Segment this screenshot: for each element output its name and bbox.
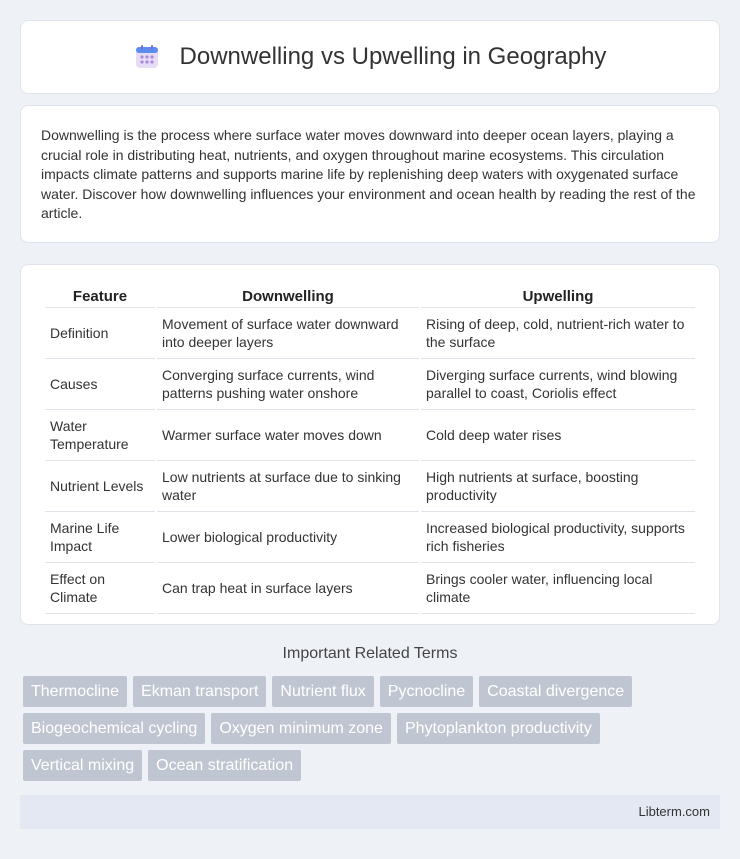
footer — [20, 795, 720, 829]
related-terms-list — [23, 676, 723, 787]
table-row — [45, 512, 695, 563]
downwelling-cell: Converging surface currents, wind patterns pushing water onshore — [157, 359, 419, 410]
table-row — [45, 410, 695, 461]
upwelling-cell: Diverging surface currents, wind blowing parallel to coast, Coriolis effect — [421, 359, 695, 410]
related-term-tag[interactable]: Biogeochemical cycling — [23, 713, 205, 744]
feature-cell: Nutrient Levels — [45, 461, 155, 512]
related-term-tag[interactable]: Phytoplankton productivity — [397, 713, 600, 744]
upwelling-cell: Cold deep water rises — [421, 410, 695, 461]
downwelling-cell: Warmer surface water moves down — [157, 410, 419, 461]
intro-card — [20, 105, 720, 243]
header-feature: Feature — [45, 285, 155, 308]
table-row — [45, 308, 695, 359]
comparison-card — [20, 264, 720, 625]
downwelling-cell: Movement of surface water downward into deeper layers — [157, 308, 419, 359]
header-upwelling: Upwelling — [421, 285, 695, 308]
feature-cell: Effect on Climate — [45, 563, 155, 614]
comparison-table — [43, 285, 697, 614]
related-term-tag[interactable]: Pycnocline — [380, 676, 473, 707]
downwelling-cell: Can trap heat in surface layers — [157, 563, 419, 614]
footer-site-link[interactable]: Libterm.com — [638, 804, 710, 819]
table-row — [45, 563, 695, 614]
downwelling-cell: Low nutrients at surface due to sinking water — [157, 461, 419, 512]
intro-text: Downwelling is the process where surface water moves downward into deeper ocean layers, playing a crucial role in distributing heat, nutrients, and oxygen throughout marine ecosystems. This circulation impacts climate patterns and supports marine life by replenishing deep waters with oxygenated surface water. Discover how downwelling influences your environment and ocean health by reading the rest of the article. — [41, 127, 696, 222]
downwelling-cell: Lower biological productivity — [157, 512, 419, 563]
related-term-tag[interactable]: Thermocline — [23, 676, 127, 707]
header-card — [20, 20, 720, 94]
feature-cell: Causes — [45, 359, 155, 410]
calendar-icon — [134, 44, 160, 70]
table-header-row — [45, 285, 695, 308]
upwelling-cell: Rising of deep, cold, nutrient-rich water to the surface — [421, 308, 695, 359]
related-term-tag[interactable]: Ekman transport — [133, 676, 266, 707]
table-row — [45, 359, 695, 410]
related-term-tag[interactable]: Nutrient flux — [272, 676, 373, 707]
upwelling-cell: Brings cooler water, influencing local climate — [421, 563, 695, 614]
header-downwelling: Downwelling — [157, 285, 419, 308]
related-term-tag[interactable]: Vertical mixing — [23, 750, 142, 781]
table-row — [45, 461, 695, 512]
page-title: Downwelling vs Upwelling in Geography — [179, 43, 607, 70]
related-term-tag[interactable]: Oxygen minimum zone — [211, 713, 391, 744]
feature-cell: Definition — [45, 308, 155, 359]
upwelling-cell: High nutrients at surface, boosting productivity — [421, 461, 695, 512]
related-terms-title: Important Related Terms — [282, 645, 458, 662]
related-term-tag[interactable]: Ocean stratification — [148, 750, 301, 781]
feature-cell: Water Temperature — [45, 410, 155, 461]
feature-cell: Marine Life Impact — [45, 512, 155, 563]
related-term-tag[interactable]: Coastal divergence — [479, 676, 632, 707]
upwelling-cell: Increased biological productivity, supports rich fisheries — [421, 512, 695, 563]
